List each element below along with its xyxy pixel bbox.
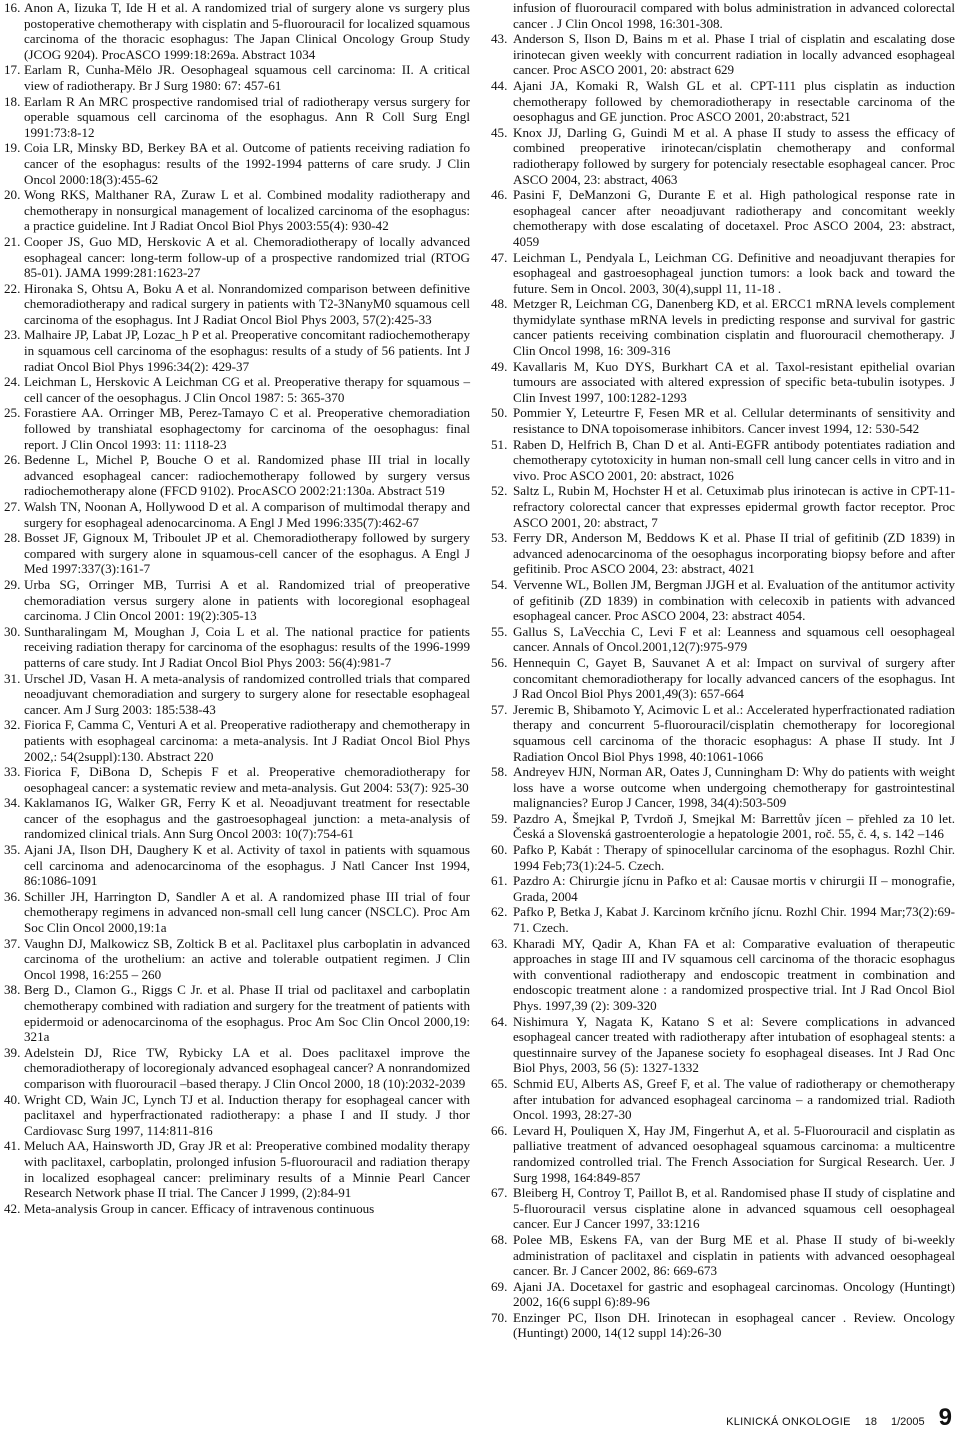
- reference-item: [491, 530, 955, 577]
- reference-number: 21.: [4, 233, 21, 249]
- reference-number: 16.: [4, 0, 21, 15]
- journal-volume: 18: [864, 1416, 877, 1428]
- reference-text: Anderson S, Ilson D, Bains m et al. Phase I trial of cisplatin and escalating dose irinotecan given weekly with concurrent radiation in locally advanced esophageal cancer. Proc ASCO 2001, 20: abstract 629: [513, 31, 955, 78]
- reference-number: 48.: [491, 296, 508, 312]
- reference-number: 29.: [4, 576, 21, 592]
- reference-text: Pommier Y, Leteurtre F, Fesen MR et al. Cellular determinants of sensitivity and resistance to DNA topoisomerase inhibitors. Cancer invest 1994, 12: 530-542: [513, 405, 955, 437]
- reference-item: [491, 125, 955, 187]
- reference-item: [4, 717, 470, 764]
- reference-text: Urschel JD, Vasan H. A meta-analysis of randomized controlled trials that compared neoadjuvant chemoradiation and surgery to surgery alone for resectable esophageal cancer. Am J Surg 2003: 185:538-43: [24, 670, 470, 717]
- reference-item: [4, 327, 470, 374]
- reference-number: 61.: [491, 873, 508, 889]
- reference-item: [491, 250, 955, 297]
- reference-number: 34.: [4, 795, 21, 811]
- reference-text: Leichman L, Herskovic A Leichman CG et al. Preoperative therapy for squamous –cell cancer of the oesophagus. J Clin Oncol 1987: 5: 365-370: [24, 374, 470, 405]
- reference-item: [4, 187, 470, 234]
- reference-text: Ferry DR, Anderson M, Beddows K et al. Phase II trial of gefitinib (ZD 1839) in advanced adenocarcinoma of the oesophagus incorporating biopsy before and after gefitinib. Proc ASCO 2004, 23: abstract, 4021: [513, 530, 955, 577]
- reference-text: Vervenne WL, Bollen JM, Bergman JJGH et al. Evaluation of the antitumor activity of gefitinib (ZD 1839) in combination with celecoxib in patients with advanced esophageal cancer. Proc ASCO 2004, 23: abstract 4054.: [513, 576, 955, 624]
- reference-number: 45.: [491, 124, 508, 140]
- references-column-left: [4, 0, 470, 1216]
- reference-text: Nishimura Y, Nagata K, Katano S et al: Severe complications in advanced esophageal cancer treated with radiotherapy after intubation of esophageal stents: a questinnaire survey of the Japanese society fo esophageal diseases. Int J Rad Onc Biol Phys, 2003, 56 (5): 1327-1332: [513, 1013, 955, 1076]
- reference-number: 31.: [4, 670, 21, 686]
- reference-number: 59.: [491, 810, 508, 826]
- reference-number: 40.: [4, 1091, 21, 1107]
- reference-text: Malhaire JP, Labat JP, Lozac_h P et al. Preoperative concomitant radiochemotherapy in squamous cell carcinoma of the esophagus: results of a study of 56 patients. Int J radiat Oncol Biol Phys 1996:34(2): 429-37: [24, 327, 470, 374]
- reference-item: [4, 764, 470, 795]
- reference-text: Polee MB, Eskens FA, van der Burg ME et al. Phase II study of bi-weekly administration of paclitaxel and cisplatin in patients with advanced oesophageal cancer. Br. J Cancer 2002, 86: 669-673: [513, 1231, 955, 1279]
- reference-text: Wong RKS, Malthaner RA, Zuraw L et al. Combined modality radiotherapy and chemotherapy in nonsurgical management of localized carcinoma of the esophagus: a practice guideline. Int J Radiat Oncol Biol Phys 2003:55(4): 930-42: [24, 187, 470, 234]
- reference-item: [4, 499, 470, 530]
- reference-number: 18.: [4, 93, 21, 109]
- reference-item: [491, 624, 955, 655]
- reference-text: Kharadi MY, Qadir A, Khan FA et al: Comparative evaluation of therapeutic approaches in stage III and IV squamous cell carcinoma of the thoracic esophagus with conventional radiotherapy and endoscopic treatment in combination and endoscopic treatment alone : a randomized prospective trial. Int J Rad Oncol Biol Phys. 1997,39 (2): 309-320: [513, 935, 955, 1013]
- reference-number: 49.: [491, 358, 508, 374]
- reference-number: 54.: [491, 576, 508, 592]
- reference-number: 69.: [491, 1278, 508, 1294]
- reference-item: [4, 842, 470, 889]
- page-footer: [726, 1404, 952, 1432]
- reference-item: [4, 62, 470, 93]
- reference-item: [4, 889, 470, 936]
- reference-text: Metzger R, Leichman CG, Danenberg KD, et al. ERCC1 mRNA levels complement thymidylate synthase mRNA levels in predicting response and survival for gastric cancer patients receiving combination cisplatin and fluorouracil chemotherapy. J Clin Oncol 1998, 16: 309-316: [513, 296, 955, 359]
- reference-number: 56.: [491, 654, 508, 670]
- reference-item: [491, 1123, 955, 1185]
- reference-number: 66.: [491, 1122, 508, 1138]
- reference-text: Saltz L, Rubin M, Hochster H et al. Cetuximab plus irinotecan is active in CPT-11-refractory colorectal cancer that expresses epidermal growth factor receptor. Proc ASCO 2001, 20: abstract, 7: [513, 483, 955, 530]
- reference-text: Wright CD, Wain JC, Lynch TJ et al. Induction therapy for esophageal cancer with paclitaxel and hyperfractionated radiotherapy: a phase I and II study. J thor Cardiovasc Surg 1997, 114:811-816: [24, 1091, 470, 1138]
- reference-text: Pazdro A: Chirurgie jícnu in Pafko et al: Causae mortis v chirurgii II – monografie, Grada, 2004: [513, 873, 955, 904]
- reference-number: 62.: [491, 904, 508, 920]
- reference-continuation: infusion of fluorouracil compared with bolus administration in advanced colorectal cancer . J Clin Oncol 1998, 16:301-308.: [513, 0, 955, 31]
- reference-text: Pazdro A, Šmejkal P, Tvrdoň J, Smejkal M: Barrettův jícen – přehled za 10 let. Česká a Slovenská gastroenterologie a hepatologie 2001, roč. 55, č. 4, s. 142 –146: [513, 810, 955, 842]
- reference-item: [491, 31, 955, 78]
- reference-text: Bosset JF, Gignoux M, Triboulet JP et al. Chemoradiotherapy followed by surgery compared with surgery alone in squamous-cell cancer of the esophagus. A Engl J Med 1997:337(3):161-7: [24, 530, 470, 577]
- reference-number: 47.: [491, 249, 508, 265]
- reference-text: Fiorica F, Camma C, Venturi A et al. Preoperative radiotherapy and chemotherapy in patients with esophageal carcinoma: a meta-analysis. Int J Radiat Oncol Biol Phys 2002,: 54(2suppl):130. Abstract 220: [24, 717, 470, 764]
- reference-item: [491, 811, 955, 842]
- reference-item: [491, 1014, 955, 1076]
- reference-number: 35.: [4, 842, 21, 858]
- reference-number: 37.: [4, 935, 21, 951]
- reference-item: [491, 936, 955, 1014]
- reference-item: [491, 1310, 955, 1341]
- reference-number: 63.: [491, 935, 508, 951]
- journal-name: KLINICKÁ ONKOLOGIE: [726, 1416, 851, 1428]
- reference-number: 30.: [4, 623, 21, 639]
- reference-text: Fiorica F, DiBona D, Schepis F et al. Preoperative chemoradiotherapy for oesophageal cancer: a systematic review and meta-analysis. Gut 2004: 53(7): 925-30: [24, 764, 470, 795]
- reference-item: [4, 1045, 470, 1092]
- reference-item: [491, 437, 955, 484]
- reference-item: [491, 702, 955, 764]
- reference-item: [4, 405, 470, 452]
- reference-number: 58.: [491, 764, 508, 780]
- reference-item: [491, 1185, 955, 1232]
- reference-item: [4, 624, 470, 671]
- reference-number: 57.: [491, 701, 508, 717]
- reference-number: 42.: [4, 1200, 21, 1216]
- reference-item: [491, 1232, 955, 1279]
- reference-number: 67.: [491, 1185, 508, 1201]
- reference-item: [4, 1201, 470, 1217]
- reference-number: 38.: [4, 982, 21, 998]
- reference-number: 36.: [4, 888, 21, 904]
- reference-item: [4, 374, 470, 405]
- reference-text: Enzinger PC, Ilson DH. Irinotecan in esophageal cancer . Review. Oncology (Huntingt) 2000, 14(12 suppl 14):26-30: [513, 1309, 955, 1341]
- reference-text: Raben D, Helfrich B, Chan D et al. Anti-EGFR antibody potentiates radiation and chemotherapy cytotoxicity in human non-small cell lung cancer cells in vitro and in vivo. Proc ASCO 2001, 20: abstract, 1026: [513, 436, 955, 483]
- reference-item: [491, 187, 955, 249]
- reference-number: 27.: [4, 499, 21, 514]
- reference-item: [491, 1076, 955, 1123]
- reference-text: Meta-analysis Group in cancer. Efficacy of intravenous continuous: [24, 1200, 375, 1216]
- reference-text: Walsh TN, Noonan A, Hollywood D et al. A comparison of multimodal therapy and surgery for esophageal adenocarcinoma. A Engl J Med 1996:335(7):462-67: [24, 499, 470, 530]
- reference-number: 19.: [4, 140, 21, 156]
- reference-number: 39.: [4, 1044, 21, 1060]
- reference-item: [4, 1092, 470, 1139]
- reference-number: 24.: [4, 374, 21, 390]
- reference-item: [4, 1138, 470, 1200]
- reference-text: Forastiere AA. Orringer MB, Perez-Tamayo C et al. Preoperative chemoradiation followed by transhiatal esophagectomy for carcinoma of the oesophagus: final report. J Clin Oncol 1993: 11: 1118-23: [24, 405, 470, 452]
- reference-text: Leichman L, Pendyala L, Leichman CG. Definitive and neoadjuvant therapies for esophageal and gastroesophageal junction tumors: a look back and toward the future. Sem in Oncol. 2003, 30(4),suppl 11, 11-18 .: [513, 249, 955, 296]
- reference-number: 26.: [4, 452, 21, 468]
- reference-number: 64.: [491, 1013, 508, 1029]
- reference-text: Schmid EU, Alberts AS, Greef F, et al. The value of radiotherapy or chemotherapy after intubation for advanced esophageal carcinoma – a randomized trial. Radioth Oncol. 1993, 28:27-30: [513, 1075, 955, 1123]
- journal-issue: 1/2005: [890, 1416, 925, 1428]
- reference-item: [4, 234, 470, 281]
- reference-number: 55.: [491, 623, 508, 639]
- reference-text: Ajani JA. Docetaxel for gastric and esophageal carcinomas. Oncology (Huntingt) 2002, 16(6 suppl 6):89-96: [513, 1278, 955, 1310]
- reference-number: 46.: [491, 187, 508, 203]
- reference-number: 60.: [491, 842, 508, 858]
- reference-item: [4, 452, 470, 499]
- reference-item: [4, 936, 470, 983]
- reference-item: [491, 577, 955, 624]
- reference-item: [491, 405, 955, 436]
- reference-text: Suntharalingam M, Moughan J, Coia L et al. The national practice for patients receiving radiation therapy for carcinoma of the esophagus: results of the 1996-1999 patterns of care study. Int J Radiat Oncol Biol Phys 2003: 56(4):981-7: [24, 623, 470, 670]
- reference-number: 25.: [4, 405, 21, 421]
- reference-text: Adelstein DJ, Rice TW, Rybicky LA et al. Does paclitaxel improve the chemoradiotherapy of locoregionaly advanced esophageal cancer? A nonrandomized comparison with fluorouracil –based therapy. J Clin Oncol 2000, 18 (10):2032-2039: [24, 1044, 470, 1091]
- page-number: 9: [938, 1404, 952, 1431]
- reference-text: Jeremic B, Shibamoto Y, Acimovic L et al.: Accelerated hyperfractionated radiation therapy and concurrent 5-fluorouracil/cisplatin chemotherapy for locoregional squamous cell carcinoma of the thoracic esophagus: A phase II study. Int J Radiation Oncol Biol Phys 1998, 40:1061-1066: [513, 701, 955, 764]
- reference-number: 50.: [491, 405, 508, 421]
- reference-text: Pafko P, Betka J, Kabat J. Karcinom krčního jícnu. Rozhl Chir. 1994 Mar;73(2):69-71. Czech.: [513, 904, 955, 936]
- reference-text: Andreyev HJN, Norman AR, Oates J, Cunningham D: Why do patients with weight loss have a worse outcome when undergoing chemotherapy for gastrointestinal malignancies? Europ J Cancer, 1998, 34(4):503-509: [513, 764, 955, 811]
- reference-item: [491, 873, 955, 904]
- reference-text: Pasini F, DeManzoni G, Durante E et al. High pathological response rate in esophageal cancer after neoadjuvant radiotherapy and concomitant weekly chemotherapy with dose escalating of docetaxel. Proc ASCO 2004, 23: abstract, 4059: [513, 187, 955, 249]
- reference-number: 22.: [4, 280, 21, 296]
- reference-number: 43.: [491, 31, 508, 47]
- reference-item: [491, 904, 955, 935]
- reference-item: [491, 359, 955, 406]
- reference-text: Hennequin C, Gayet B, Sauvanet A et al: Impact on survival of surgery after concomitant chemoradiotherapy for locally advanced cancers of the esophagus. Int J Rad Oncol Biol Phys 2001,49(3): 657-664: [513, 654, 955, 702]
- reference-text: Gallus S, LaVecchia C, Levi F et al: Leanness and squamous cell oesophageal cancer. Annals of Oncol.2001,12(7):975-979: [513, 623, 955, 655]
- reference-number: 70.: [491, 1309, 508, 1325]
- reference-item: [491, 1279, 955, 1310]
- reference-item: [4, 795, 470, 842]
- reference-text: Cooper JS, Guo MD, Herskovic A et al. Chemoradiotherapy of locally advanced esophageal cancer: long-term follow-up of a prospective randomized trial (RTOG 85-01). JAMA 1999:281:1623-27: [24, 233, 470, 281]
- reference-item: [4, 140, 470, 187]
- reference-item: [4, 577, 470, 624]
- reference-item: [4, 0, 470, 62]
- reference-text: Berg D., Clamon G., Riggs C Jr. et al. Phase II trial od paclitaxel and carboplatin chemotherapy combined with radiation and surgery for the treatment of patients with epidermoid or adenocarcinoma of the esophagus. Proc Am Soc Clin Oncol 2000,19: 321a: [24, 982, 470, 1045]
- reference-text: Vaughn DJ, Malkowicz SB, Zoltick B et al. Paclitaxel plus carboplatin in advanced carcinoma of the urothelium: an active and tolerable outpatient regimen. J Clin Oncol 1998, 16:255 – 260: [24, 935, 470, 982]
- reference-number: 17.: [4, 62, 21, 78]
- reference-number: 68.: [491, 1231, 508, 1247]
- reference-item: [4, 671, 470, 718]
- reference-number: 53.: [491, 530, 508, 546]
- reference-number: 33.: [4, 764, 21, 780]
- reference-text: Levard H, Pouliquen X, Hay JM, Fingerhut A, et al. 5-Fluorouracil and cisplatin as palliative treatment of advanced oesophageal squamous carcinoma: a multicentre randomized controlled trial. The French Association for Surgical Research. Uer. J Surg 1998, 164:849-857: [513, 1122, 955, 1185]
- reference-text: Bleiberg H, Controy T, Paillot B, et al. Randomised phase II study of cisplatine and 5-fluorouracil versus cisplatine alone in advanced squamous cell oesophageal cancer. Eur J Cancer 1997, 33:1216: [513, 1185, 955, 1232]
- reference-number: 32.: [4, 717, 21, 733]
- reference-text: Anon A, Iizuka T, Ide H et al. A randomized trial of surgery alone vs surgery plus postoperative chemotherapy with cisplatin and 5-fluorouracil for localized squamous carcinoma of the thoracic esophagus: The Japan Clinical Oncology Group Study (JCOG 9204). ProcASCO 1999:18:269a. Abstract 1034: [24, 0, 470, 62]
- reference-number: 23.: [4, 327, 21, 343]
- reference-text: Bedenne L, Michel P, Bouche O et al. Randomized phase III trial in locally advanced esophageal cancer: radiochemotherapy followed by surgery versus radiochemotherapy alone (FFCD 9102). ProcASCO 2002:21:130a. Abstract 519: [24, 452, 470, 499]
- reference-text: Pafko P, Kabát : Therapy of spinocellular carcinoma of the esophagus. Rozhl Chir. 1994 Feb;73(1):24-5. Czech.: [513, 842, 955, 873]
- reference-text: Urba SG, Orringer MB, Turrisi A et al. Randomized trial of preoperative chemoradiation versus surgery alone in patients with locoregional esophageal carcinoma. J Clin Oncol 2001: 19(2):305-13: [24, 576, 470, 624]
- reference-text: Earlam R, Cunha-Mělo JR. Oesophageal squamous cell carcinoma: II. A critical view of radiotherapy. Br J Surg 1980: 67: 457-61: [24, 62, 470, 93]
- reference-text: Hironaka S, Ohtsu A, Boku A et al. Nonrandomized comparison between definitive chemoradiotherapy and radical surgery in patients with T2-3NanyM0 squamous cell carcinoma of the esophagus. Int J Radiat Oncol Biol Phys 2003, 57(2):425-33: [24, 280, 470, 327]
- reference-text: Kavallaris M, Kuo DYS, Burkhart CA et al. Taxol-resistant epithelial ovarian tumours are associated with altered expression of specific beta-tubulin isotypes. J Clin Invest 1997, 100:1282-1293: [513, 358, 955, 405]
- reference-item: [491, 764, 955, 811]
- reference-number: 20.: [4, 187, 21, 203]
- reference-item: [491, 296, 955, 358]
- reference-item: [4, 982, 470, 1044]
- reference-text: Ajani JA, Komaki R, Walsh GL et al. CPT-111 plus cisplatin as induction chemotherapy followed by chemoradiotherapy in resectable carcinoma of the oesophagus and GE junction. Proc ASCO 2001, 20:abstract, 521: [513, 77, 955, 125]
- reference-text: Coia LR, Minsky BD, Berkey BA et al. Outcome of patients receiving radiation fo cancer of the esophagus: results of the 1992-1994 patterns of care srudy. J Clin Oncol 2000:18(3):455-62: [24, 140, 470, 187]
- reference-number: 44.: [491, 77, 508, 93]
- reference-number: 52.: [491, 483, 508, 499]
- references-column-right: [491, 0, 955, 1341]
- reference-number: 65.: [491, 1075, 508, 1091]
- reference-text: Earlam R An MRC prospective randomised trial of radiotherapy versus surgery for operable squamous cell carcinoma of the esophagus. Ann R Coll Surg Engl 1991:73:8-12: [24, 93, 470, 140]
- reference-item: [4, 94, 470, 141]
- reference-text: Meluch AA, Hainsworth JD, Gray JR et al: Preoperative combined modality therapy with paclitaxel, carboplatin, prolonged infusion 5-fluorouracil and radiation therapy in localized esophageal cancer: preliminary results of a Minnie Pearl Cancer Research Network phase II trial. The Cancer J 1999, (2):84-91: [24, 1138, 470, 1201]
- reference-item: [4, 530, 470, 577]
- reference-item: [491, 842, 955, 873]
- reference-number: 28.: [4, 530, 21, 546]
- reference-item: [491, 655, 955, 702]
- reference-text: Kaklamanos IG, Walker GR, Ferry K et al. Neoadjuvant treatment for resectable cancer of the esophagus and the gastroesophageal junction: a meta-analysis of randomized clinical trials. Ann Surg Oncol 2003: 10(7):754-61: [24, 795, 470, 842]
- reference-number: 41.: [4, 1138, 21, 1154]
- reference-text: Knox JJ, Darling G, Guindi M et al. A phase II study to assess the efficacy of combined preoperative irinotecan/cisplatin chemotherapy and conformal radiotherapy followed by surgery for potencialy resectable esophageal cancer. Proc ASCO 2004, 23: abstract, 4063: [513, 124, 955, 187]
- reference-item: [491, 78, 955, 125]
- reference-text: Ajani JA, Ilson DH, Daughery K et al. Activity of taxol in patients with squamous cell carcinoma and adenocarcinoma of the esophagus. J Natl Cancer Inst 1994, 86:1086-1091: [24, 842, 470, 889]
- reference-item: [4, 281, 470, 328]
- reference-number: 51.: [491, 436, 508, 452]
- reference-item: [491, 483, 955, 530]
- reference-text: Schiller JH, Harrington D, Sandler A et al. A randomized phase III trial of four chemotherapy regimens in advanced non-small cell lung cancer (NSCLC). Proc Am Soc Clin Oncol 2000,19:1a: [24, 888, 470, 936]
